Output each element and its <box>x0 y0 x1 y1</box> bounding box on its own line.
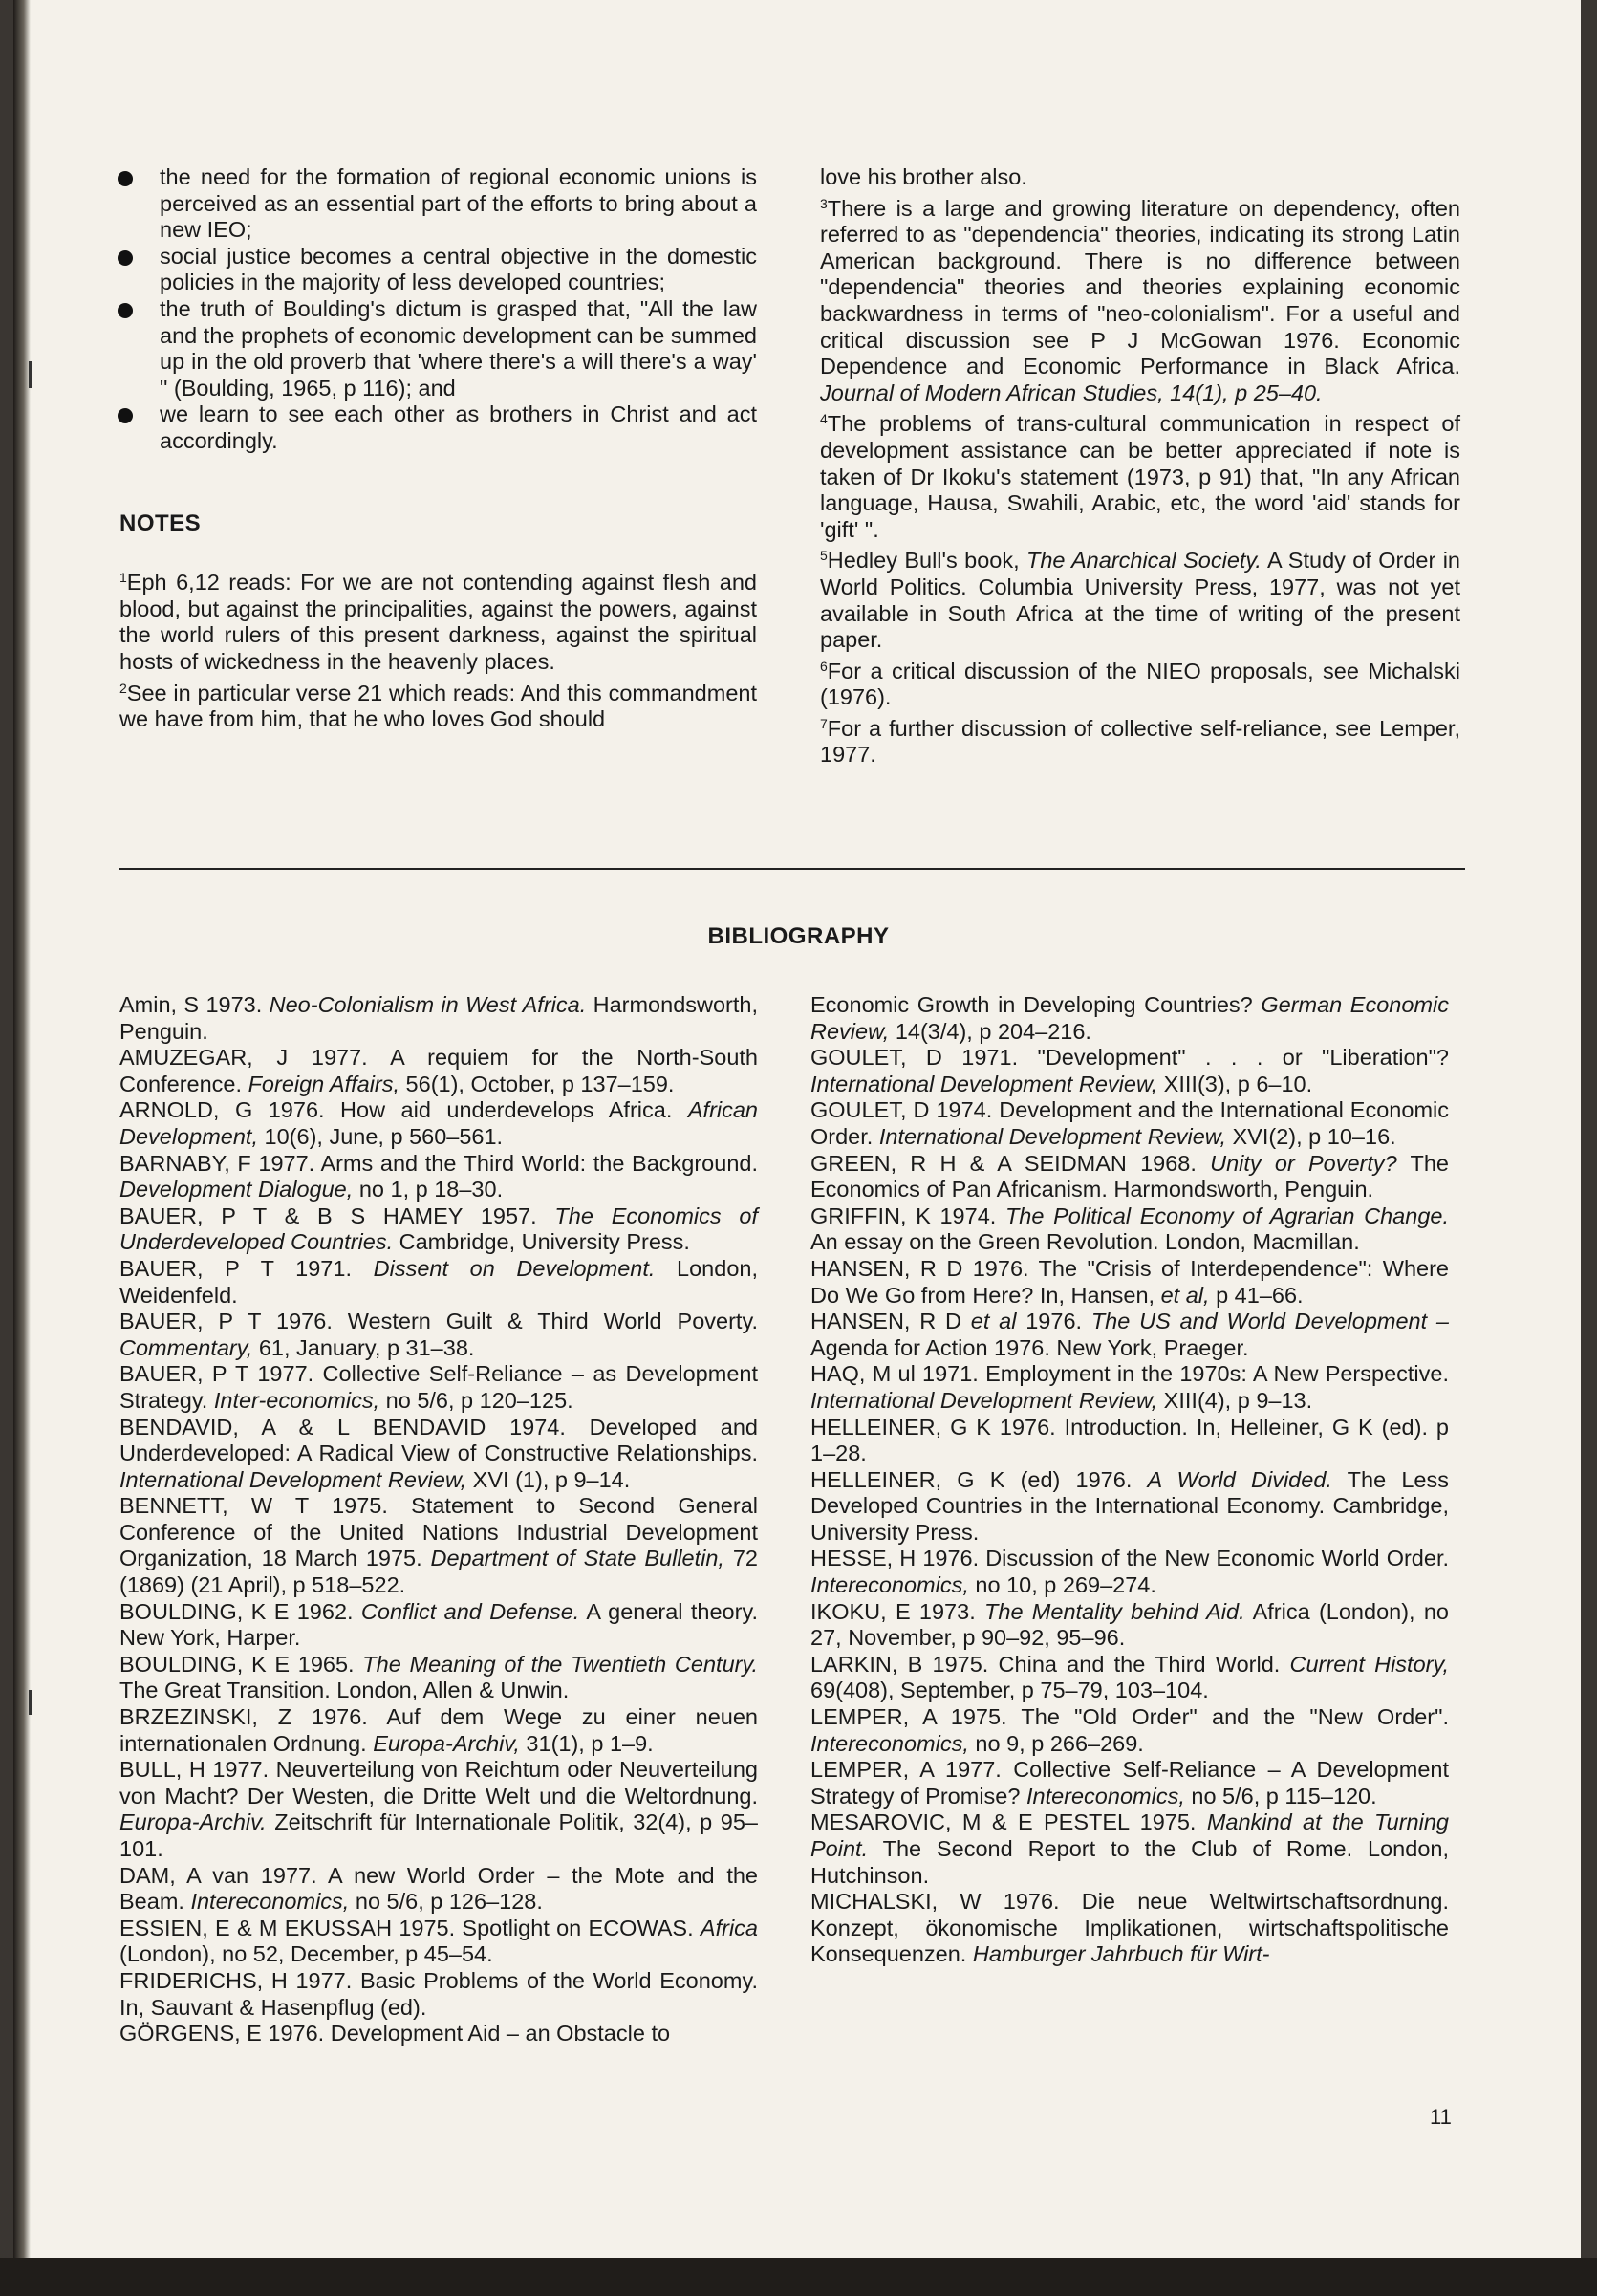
bibliography-entry: GÖRGENS, E 1976. Development Aid – an Obstacle to <box>119 2021 671 2047</box>
bullet-item: we learn to see each other as brothers in Christ and act accordingly. <box>110 401 757 454</box>
bibliography-entry: BAUER, P T 1976. Western Guilt & Third World Poverty. Commentary, 61, January, p 31–38. <box>119 1309 758 1360</box>
notes-heading: NOTES <box>119 509 202 536</box>
note-6: $^6$For a critical discussion of the NIEO proposals, see Michalski (1976). <box>820 658 1460 710</box>
bullet-dot-icon <box>118 408 133 423</box>
bullet-dot-icon <box>118 303 133 318</box>
bullet-list <box>110 164 757 455</box>
bibliography-entry: FRIDERICHS, H 1977. Basic Problems of the World Economy. In, Sauvant & Hasenpflug (ed). <box>119 1967 758 2020</box>
bibliography-entry: DAM, A van 1977. A new World Order – the Mote and the Beam. Intereconomics, no 5/6, p 126–128. <box>119 1862 758 1915</box>
bibliography-entry: BENNETT, W T 1975. Statement to Second General Conference of the United Nations Industrial Development Organization, 18 March 1975. Department of State Bulletin, 72 (1869) (21 April), p 518–522. <box>119 1493 758 1598</box>
bibliography-entry: BAUER, P T 1977. Collective Self-Reliance – as Development Strategy. Inter-economics, no 5/6, p 120–125. <box>119 1361 758 1413</box>
bibliography-entry: HANSEN, R D et al 1976. The US and World Development – Agenda for Action 1976. New York, Praeger. <box>810 1309 1449 1360</box>
bibliography-entry: AMUZEGAR, J 1977. A requiem for the North-South Conference. Foreign Affairs, 56(1), October, p 137–159. <box>119 1045 758 1096</box>
bibliography-left-column <box>119 992 758 2047</box>
note-2: $^2$See in particular verse 21 which reads: And this commandment we have from him, that he who loves God should <box>119 680 757 732</box>
bibliography-entry: Amin, S 1973. Neo-Colonialism in West Africa. Harmondsworth, Penguin. <box>119 992 759 1044</box>
bibliography-entry: LARKIN, B 1975. China and the Third World. Current History, 69(408), September, p 75–79, 103–104. <box>810 1651 1449 1703</box>
bibliography-entry: GOULET, D 1974. Development and the International Economic Order. International Development Review, XVI(2), p 10–16. <box>810 1097 1449 1149</box>
note-1: $^1$Eph 6,12 reads: For we are not contending against flesh and blood, but against the principalities, against the powers, against the world rulers of this present darkness, against the spiritual hosts of wickedness in the heavenly places. <box>119 570 757 674</box>
bibliography-entry: BULL, H 1977. Neuverteilung von Reichtum oder Neuverteilung von Macht? Der Westen, die Dritte Welt und die Weltordnung. Europa-Archiv. Zeitschrift für Internationale Politik, 32(4), p 95–101. <box>119 1757 758 1861</box>
page-edge-shadow <box>13 0 31 2296</box>
body-left-column <box>110 164 757 733</box>
bibliography-entry: BAUER, P T 1971. Dissent on Development. London, Weidenfeld. <box>119 1255 758 1308</box>
margin-mark <box>29 1690 32 1715</box>
bibliography-entry: BRZEZINSKI, Z 1976. Auf dem Wege zu einer neuen internationalen Ordnung. Europa-Archiv, 31(1), p 1–9. <box>119 1704 758 1756</box>
bibliography-entry: LEMPER, A 1977. Collective Self-Reliance – A Development Strategy of Promise? Intereconomics, no 5/6, p 115–120. <box>810 1757 1449 1809</box>
bibliography-entry: MICHALSKI, W 1976. Die neue Weltwirtschaftsordnung. Konzept, ökonomische Implikationen, wirtschaftspolitische Konsequenzen. Hamburger Jahrbuch für Wirt- <box>810 1889 1449 1967</box>
bullet-item: the need for the formation of regional economic unions is perceived as an essential part of the efforts to bring about a new IEO; <box>110 164 757 244</box>
bibliography-entry: HELLEINER, G K (ed) 1976. A World Divided. The Less Developed Countries in the International Economy. Cambridge, University Press. <box>810 1466 1449 1545</box>
bibliography-entry: MESAROVIC, M & E PESTEL 1975. Mankind at the Turning Point. The Second Report to the Club of Rome. London, Hutchinson. <box>810 1809 1449 1888</box>
bibliography-entry: GOULET, D 1971. "Development" . . . or "Liberation"? International Development Review, XIII(3), p 6–10. <box>810 1045 1449 1096</box>
bibliography-right-column <box>810 992 1449 1968</box>
note-7: $^7$For a further discussion of collective self-reliance, see Lemper, 1977. <box>820 715 1460 768</box>
bibliography-entry: GRIFFIN, K 1974. The Political Economy of Agrarian Change. An essay on the Green Revolution. London, Macmillan. <box>810 1202 1449 1255</box>
bibliography-entry: GREEN, R H & A SEIDMAN 1968. Unity or Poverty? The Economics of Pan Africanism. Harmondsworth, Penguin. <box>810 1150 1449 1202</box>
note-4: $^4$The problems of trans-cultural communication in respect of development assistance can be better appreciated if note is taken of Dr Ikoku's statement (1973, p 91) that, "In any African language, Hausa, Swahili, Arabic, etc, the word 'aid' stands for 'gift' ". <box>820 411 1460 542</box>
bullet-dot-icon <box>118 171 133 186</box>
bibliography-entry: HAQ, M ul 1971. Employment in the 1970s: A New Perspective. International Development Review, XIII(4), p 9–13. <box>810 1361 1449 1413</box>
bibliography-entry: HANSEN, R D 1976. The "Crisis of Interdependence": Where Do We Go from Here? In, Hansen, et al, p 41–66. <box>810 1255 1449 1308</box>
bibliography-title: BIBLIOGRAPHY <box>707 923 890 949</box>
bibliography-entry: BENDAVID, A & L BENDAVID 1974. Developed and Underdeveloped: A Radical View of Constructive Relationships. International Development Review, XVI (1), p 9–14. <box>119 1414 758 1492</box>
bibliography-entry: ARNOLD, G 1976. How aid underdevelops Africa. African Development, 10(6), June, p 560–561. <box>119 1097 758 1149</box>
margin-mark <box>29 361 32 388</box>
page-number: 11 <box>1430 2105 1452 2129</box>
bibliography-entry: ESSIEN, E & M EKUSSAH 1975. Spotlight on ECOWAS. Africa (London), no 52, December, p 45–54. <box>119 1915 758 1967</box>
scan-bottom-edge <box>0 2258 1597 2296</box>
section-divider <box>119 868 1465 870</box>
body-right-column <box>820 164 1460 769</box>
note-3: $^3$There is a large and growing literature on dependency, often referred to as "dependencia" theories, indicating its strong Latin American background. There is no difference between "dependencia" theories and theories explaining economic backwardness in terms of "neo-colonialism". For a useful and critical discussion see P J McGowan 1976. Economic Dependence and Economic Performance in Black Africa. Journal of Modern African Studies, 14(1), p 25–40. <box>820 195 1460 405</box>
bibliography-entry: HESSE, H 1976. Discussion of the New Economic World Order. Intereconomics, no 10, p 269–274. <box>810 1546 1449 1598</box>
bullet-item: the truth of Boulding's dictum is grasped that, "All the law and the prophets of economic development can be summed up in the old proverb that 'where there's a will there's a way' " (Boulding, 1965, p 116); and <box>110 296 757 401</box>
bibliography-entry: BOULDING, K E 1965. The Meaning of the Twentieth Century. The Great Transition. London, Allen & Unwin. <box>119 1651 758 1703</box>
bibliography-entry: BOULDING, K E 1962. Conflict and Defense. A general theory. New York, Harper. <box>119 1598 758 1651</box>
note-5: $^5$Hedley Bull's book, The Anarchical Society. A Study of Order in World Politics. Columbia University Press, 1977, was not yet available in South Africa at the time of writing of the present paper. <box>820 548 1460 653</box>
bullet-dot-icon <box>118 250 133 266</box>
bibliography-entry: LEMPER, A 1975. The "Old Order" and the "New Order". Intereconomics, no 9, p 266–269. <box>810 1704 1449 1756</box>
bibliography-entry: HELLEINER, G K 1976. Introduction. In, Helleiner, G K (ed). p 1–28. <box>810 1414 1449 1466</box>
bibliography-entry: Economic Growth in Developing Countries? German Economic Review, 14(3/4), p 204–216. <box>810 992 1449 1044</box>
note-2-continuation: love his brother also. <box>820 164 1027 189</box>
bullet-item: social justice becomes a central objective in the domestic policies in the majority of less developed countries; <box>110 244 757 296</box>
bibliography-entry: BAUER, P T & B S HAMEY 1957. The Economics of Underdeveloped Countries. Cambridge, University Press. <box>119 1202 758 1255</box>
bibliography-entry: BARNABY, F 1977. Arms and the Third World: the Background. Development Dialogue, no 1, p 18–30. <box>119 1150 758 1202</box>
bibliography-entry: IKOKU, E 1973. The Mentality behind Aid. Africa (London), no 27, November, p 90–92, 95–96. <box>810 1598 1449 1651</box>
